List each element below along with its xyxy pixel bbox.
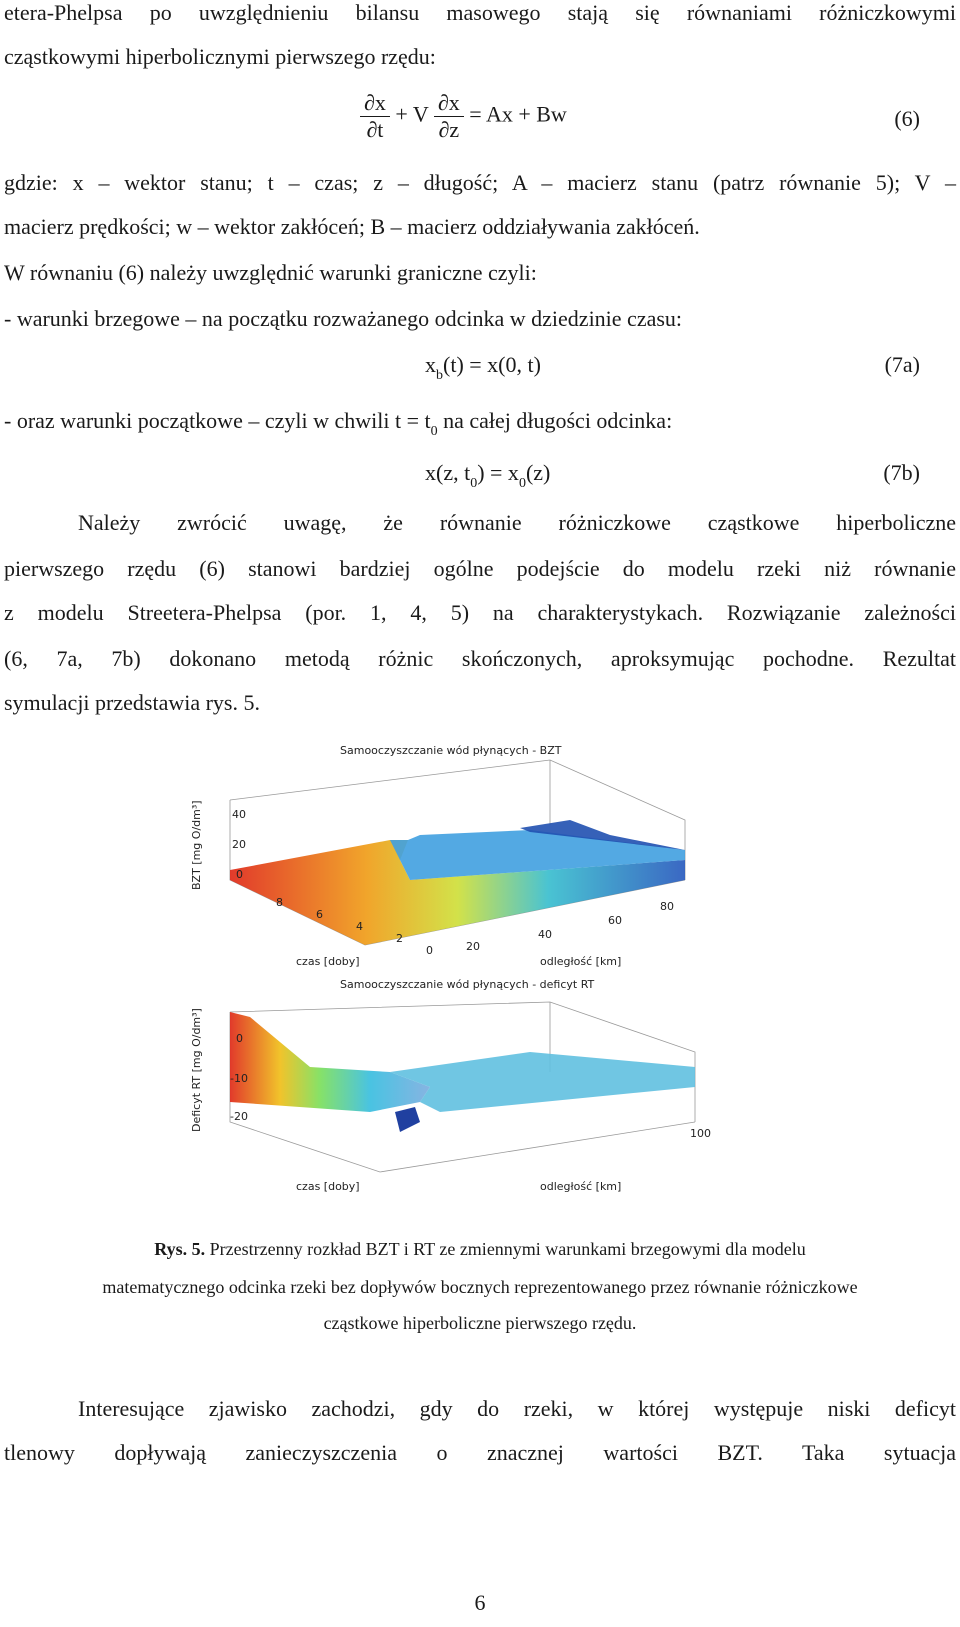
page-number: 6 [474,1590,486,1615]
tick-label: 4 [356,920,363,933]
eq-rhs: = Ax + Bw [469,101,567,127]
equation-number: (6) [894,106,920,131]
text-line: etera-Phelpsa po uwzględnieniu bilansu masowego stają się równaniami różniczkowymi [4,0,956,25]
figure-caption: cząstkowe hiperboliczne pierwszego rzędu. [323,1313,637,1333]
equation-7b: x(z, $t_0) = x_0(z)$ [425,460,551,491]
text-line: Należy zwrócić uwagę, że równanie różniczkowe cząstkowe hiperboliczne [78,510,956,535]
tick-label: 40 [538,928,552,941]
text-line: pierwszego rzędu (6) stanowi bardziej ogólne podejście do modelu rzeki niż równanie [4,556,956,581]
tick-label: 6 [316,908,323,921]
text-line: gdzie: x – wektor stanu; t – czas; z – długość; A – macierz stanu (patrz równanie 5); V – [4,170,956,195]
text-line: z modelu Streetera-Phelpsa (por. 1, 4, 5) na charakterystykach. Rozwiązanie zależności [4,600,956,625]
tick-label: -20 [230,1110,248,1123]
tick-label: 60 [608,914,622,927]
figure-bzt [190,740,710,975]
text-line: W równaniu (6) należy uwzględnić warunki graniczne czyli: [4,260,537,285]
tick-label: 2 [396,932,403,945]
text-line: macierz prędkości; w – wektor zakłóceń; B – macierz oddziaływania zakłóceń. [4,214,700,239]
tick-label: 8 [276,896,283,909]
fraction: $\frac{\partial x}{\partial z}$ [434,90,464,143]
tick-label: 20 [232,838,246,851]
tick-label: -10 [230,1072,248,1085]
tick-label: 20 [466,940,480,953]
text-line: tlenowy dopływają zanieczyszczenia o znacznej wartości BZT. Taka sytuacja [4,1440,956,1465]
figure-caption: Rys. 5. Przestrzenny rozkład BZT i RT ze zmiennymi warunkami brzegowymi dla modelu [154,1239,806,1259]
text-line: - oraz warunki początkowe – czyli w chwili $t = t_0$ na całej długości odcinka: [4,408,673,439]
x-axis-label: czas [doby] [296,1180,360,1193]
tick-label: 0 [236,1032,243,1045]
text-line: (6, 7a, 7b) dokonano metodą różnic skończonych, aproksymując pochodne. Rezultat [4,646,956,671]
tick-label: 0 [426,944,433,957]
equation-7a: $x_b(t) = x(0$, t) [425,352,541,383]
tick-label: 100 [690,1127,711,1140]
y-axis-label: odległość [km] [540,955,622,968]
figure-title: Samooczyszczanie wód płynących - deficyt RT [340,978,595,991]
tick-label: 40 [232,808,246,821]
text-line: cząstkowymi hiperbolicznymi pierwszego rzędu: [4,44,436,69]
equation-number: (7b) [883,460,920,485]
tick-label: 80 [660,900,674,913]
surface-plot-bzt [190,740,710,975]
z-axis-label: BZT [mg O/dm³] [190,800,203,890]
equation-6 [360,90,567,143]
text-line: - warunki brzegowe – na początku rozważanego odcinka w dziedzinie czasu: [4,306,683,331]
surface-plot-rt [190,972,710,1207]
figure-rt [190,972,710,1207]
text-line: symulacji przedstawia rys. 5. [4,690,260,715]
figure-caption: matematycznego odcinka rzeki bez dopływów bocznych reprezentowanego przez równanie różniczkowe [102,1277,858,1297]
x-axis-label: czas [doby] [296,955,360,968]
y-axis-label: odległość [km] [540,1180,622,1193]
figure-title: Samooczyszczanie wód płynących - BZT [340,744,562,757]
z-axis-label: Deficyt RT [mg O/dm³] [190,1008,203,1132]
equation-number: (7a) [884,352,920,377]
eq-term: + V [395,101,429,127]
fraction: $\frac{\partial x}{\partial t}$ [360,90,390,143]
text-line: Interesujące zjawisko zachodzi, gdy do rzeki, w której występuje niski deficyt [78,1396,956,1421]
tick-label: 0 [236,868,243,881]
